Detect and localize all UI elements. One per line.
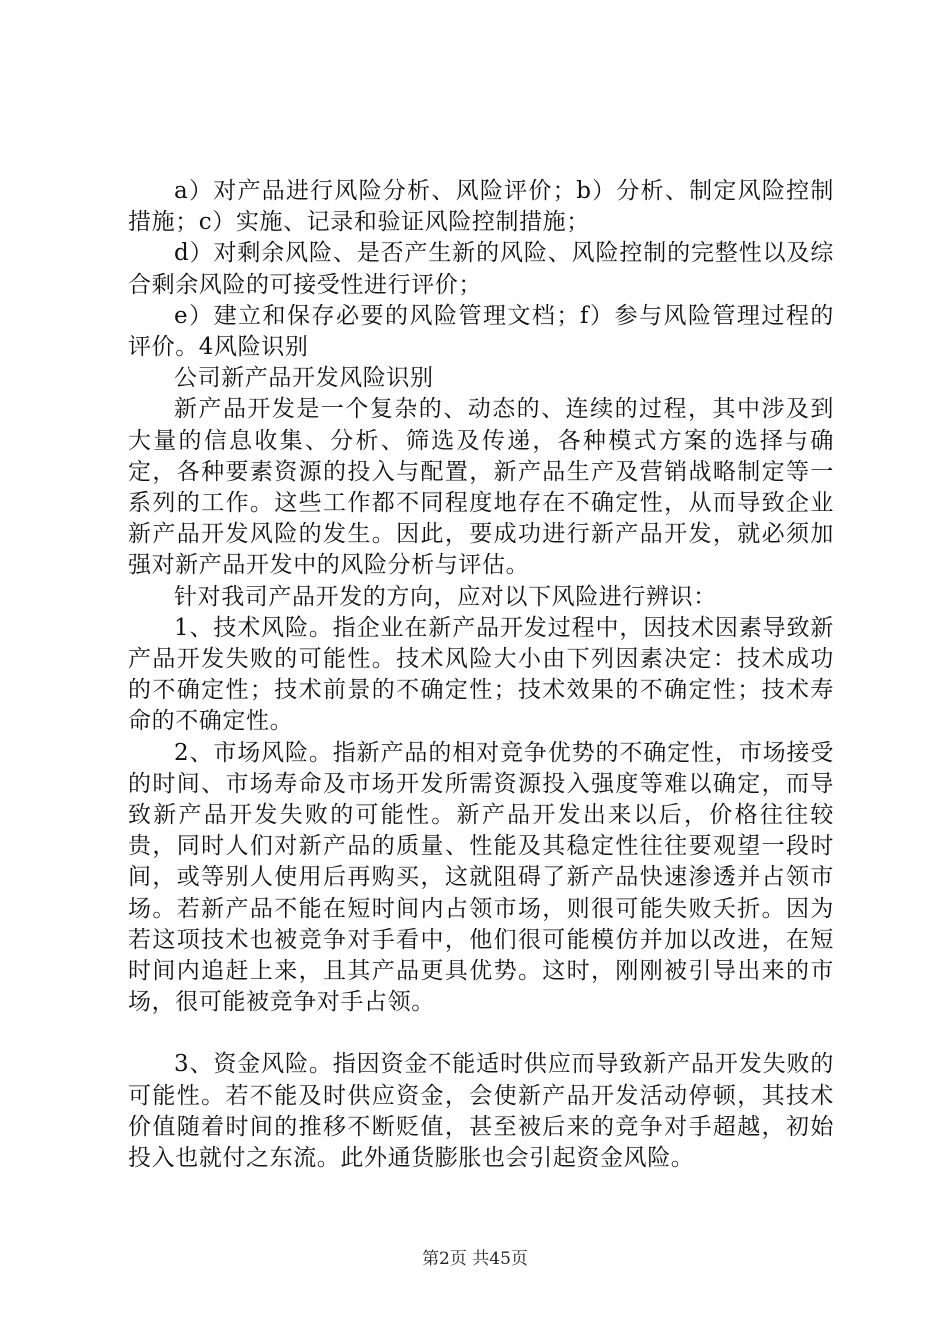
- paragraph-risk-documents: e）建立和保存必要的风险管理文档；f）参与风险管理过程的评价。4风险识别: [128, 302, 834, 361]
- page-number-footer: 第2页 共45页: [422, 1249, 528, 1269]
- paragraph-capital-risk: 3、资金风险。指因资金不能适时供应而导致新产品开发失败的可能性。若不能及时供应资金，会使新产品开发活动停顿，其技术价值随着时间的推移不断贬值，甚至被后来的竞争对手超越，初始投入也就付之东流。此外通货膨胀也会引起资金风险。: [128, 1051, 834, 1172]
- paragraph-intro: 新产品开发是一个复杂的、动态的、连续的过程，其中涉及到大量的信息收集、分析、筛选及传递，各种模式方案的选择与确定，各种要素资源的投入与配置，新产品生产及营销战略制定等一系列的工作。这些工作都不同程度地存在不确定性，从而导致企业新产品开发风险的发生。因此，要成功进行新产品开发，就必须加强对新产品开发中的风险分析与评估。: [128, 396, 834, 579]
- paragraph-section-heading: 公司新产品开发风险识别: [174, 365, 434, 392]
- document-body: [128, 176, 834, 1174]
- paragraph-risk-analysis: a）对产品进行风险分析、风险评价；b）分析、制定风险控制措施；c）实施、记录和验证风险控制措施；: [128, 178, 834, 236]
- paragraph-market-risk: 2、市场风险。指新产品的相对竞争优势的不确定性，市场接受的时间、市场寿命及市场开发所需资源投入强度等难以确定，而导致新产品开发失败的可能性。新产品开发出来以后，价格往往较贵，同时人们对新产品的质量、性能及其稳定性往往要观望一段时间，或等别人使用后再购买，这就阻碍了新产品快速渗透并占领市场。若新产品不能在短时间内占领市场，则很可能失败夭折。因为若这项技术也被竞争对手看中，他们很可能模仿并加以改进，在短时间内追赶上来，且其产品更具优势。这时，刚刚被引导出来的市场，很可能被竞争对手占领。: [128, 739, 834, 1016]
- paragraph-risk-list-intro: 针对我司产品开发的方向，应对以下风险进行辨识：: [174, 583, 717, 610]
- paragraph-technical-risk: 1、技术风险。指企业在新产品开发过程中，因技术因素导致新产品开发失败的可能性。技术风险大小由下列因素决定：技术成功的不确定性；技术前景的不确定性；技术效果的不确定性；技术寿命的不确定性。: [128, 614, 834, 735]
- paragraph-residual-risk: d）对剩余风险、是否产生新的风险、风险控制的完整性以及综合剩余风险的可接受性进行评价；: [128, 240, 834, 298]
